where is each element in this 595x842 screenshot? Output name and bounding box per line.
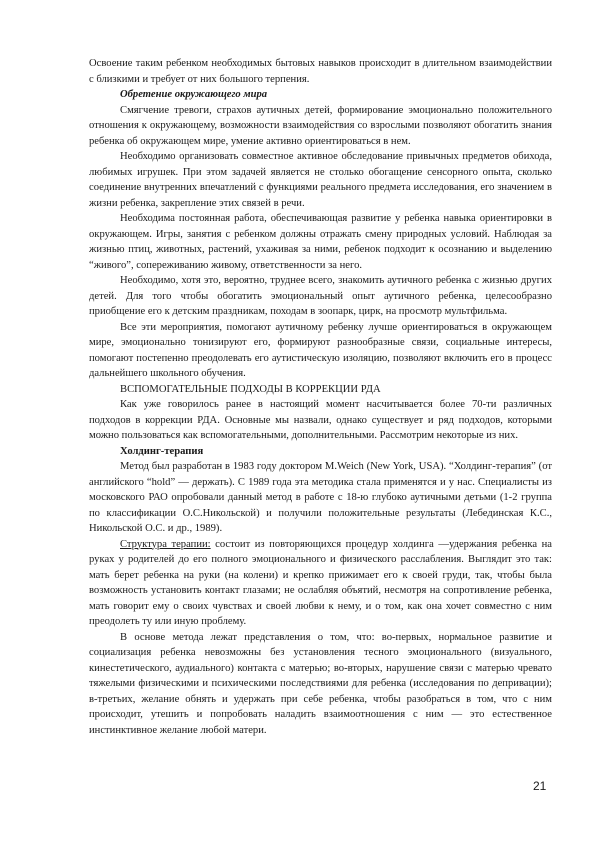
paragraph: Метод был разработан в 1983 году доктором M.Weich (New York, USA). “Холдинг-терапия” (от английского “hold” — держать). С 1989 года эта методика стала применятся и у нас. Специалисты из московского РАО опробовали данный метод в работе с 18-ю глубоко аутичными детьми (1-2 группа по классификации О.С.Никольской) и получили положительные результаты (Лебединская К.С., Никольской О.С. и др., 1989).: [89, 461, 552, 534]
paragraph: Смягчение тревоги, страхов аутичных детей, формирование эмоционально положительного отношения к окружающему, возможности взаимодействия со взрослыми позволяют обогатить знания ребенка об окружающем мире, умение активно ориентироваться в нем.: [89, 104, 552, 147]
paragraph: Все эти мероприятия, помогают аутичному ребенку лучше ориентироваться в окружающем мире, эмоционально тонизируют его, формируют разнообразные связи, социальные интересы, помогают постепенно преодолевать его аутистическую изоляцию, позволяют включить его в процесс дальнейшего школьного обучения.: [89, 321, 552, 379]
section-heading: ВСПОМОГАТЕЛЬНЫЕ ПОДХОДЫ В КОРРЕКЦИИ РДА: [120, 383, 381, 395]
paragraph: Необходимо, хотя это, вероятно, труднее всего, знакомить аутичного ребенка с жизнью других детей. Для того чтобы обогатить эмоциональный опыт аутичного ребенка, целесообразно приобщение его к детским праздникам, походам в зоопарк, цирк, на просмотр мультфильма.: [89, 275, 552, 317]
paragraph: Необходимо организовать совместное активное обследование привычных предметов обихода, любимых игрушек. При этом задачей является не столько обогащение сенсорного опыта, сколько соединение внутренних впечатлений с функциями реального предмета исследования, его значением в жизни ребенка, закрепление этих связей в речи.: [89, 151, 552, 209]
subheading-holding: Холдинг-терапия: [120, 445, 204, 457]
paragraph: Как уже говорилось ранее в настоящий момент насчитывается более 70-ти различных подходов в коррекции РДА. Основные мы назвали, однако существует и ряд подходов, которыми можно пользоваться как вспомогательными, дополнительными. Рассмотрим некоторые из них.: [89, 399, 552, 441]
structure-text: состоит из повторяющихся процедур холдинга —удержания ребенка на руках у родителей до его полного эмоционального и физического расслабления. Выглядит это так: мать берет ребенка на руки (на колени) и крепко прижимает его к своей груди, так, чтобы была возможность установить контакт глазами; не ослабляя объятий, несмотря на сопротивление ребенка, мать говорит ему о своих чувствах и своей любви к нему, и о том, как она хочет совместно с ним преодолеть ту или иную проблему.: [89, 538, 552, 627]
document-page: [89, 56, 552, 738]
paragraph: В основе метода лежат представления о том, что: во-первых, нормальное развитие и социализация ребенка невозможны без установления тесного эмоционального (визуального, кинестетического, аудиального) контакта с матерью; во-вторых, нарушение связи с матерью чревато тяжелыми физическими и психическими последствиями для ребенка (исследования по депривации); в-третьих, желание обнять и удержать при себе ребенка, чтобы разобраться в том, что с ним происходит, утешить и попробовать наладить взаимоотношения с ним — это естественное инстинктивное желание любой матери.: [89, 631, 552, 736]
page-number: 21: [533, 779, 547, 793]
paragraph-intro: Освоение таким ребенком необходимых бытовых навыков происходит в длительном взаимодействии с близкими и требует от них большого терпения.: [89, 58, 552, 85]
structure-label: Структура терапии:: [120, 538, 211, 550]
paragraph-structure: [89, 537, 552, 630]
subheading-world: Обретение окружающего мира: [120, 89, 268, 100]
paragraph: Необходима постоянная работа, обеспечивающая развитие у ребенка навыка ориентировки в окружающем. Игры, занятия с ребенком должны отражать смену природных условий. Наблюдая за жизнью птиц, животных, растений, ухаживая за ними, ребенок подходит к осознанию и выделению “живого”, сопереживанию живому, ответственности за него.: [89, 213, 552, 271]
